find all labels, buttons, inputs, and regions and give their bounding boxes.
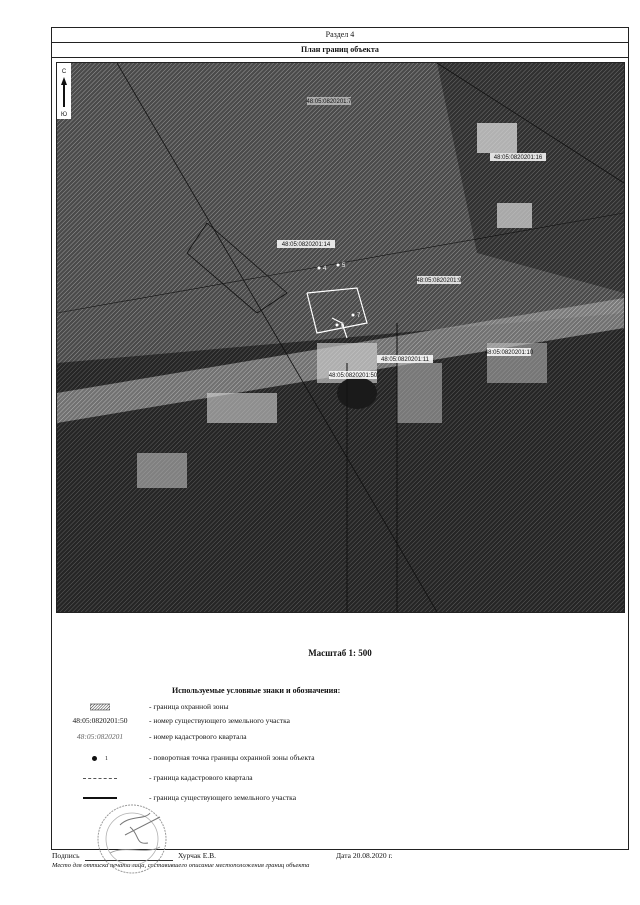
parcel-label: 48:05:0820201:50 [328, 373, 378, 379]
legend-desc: - граница охранной зоны [149, 702, 229, 711]
boundary-plan-map [56, 62, 625, 613]
turning-point-label: 5 [342, 263, 346, 269]
point-dot-icon [92, 756, 97, 761]
section-header: Раздел 4 [52, 28, 628, 43]
parcel-label: 48:05:0820201:14 [281, 242, 331, 248]
signature-date: Дата 20.08.2020 г. [336, 851, 393, 860]
turning-point-label: 7 [357, 313, 361, 319]
legend-desc: - граница кадастрового квартала [149, 773, 253, 782]
legend-symbol: 1 [52, 752, 148, 765]
turning-point-marker [337, 264, 340, 267]
turning-point-marker [336, 324, 339, 327]
legend-item [52, 772, 628, 784]
stamp-footnote: Место для оттиска печати лица, составившего описание местоположения границ объекта [52, 862, 310, 869]
scale-label: Масштаб 1: 500 [308, 648, 372, 658]
legend-desc: - граница существующего земельного участка [149, 793, 297, 802]
compass-north-label: С [61, 69, 67, 75]
legend-item [52, 701, 628, 713]
zone-boundary-icon [90, 703, 110, 711]
legend-desc: - номер кадастрового квартала [149, 732, 247, 741]
legend-item [52, 715, 628, 727]
document-frame [51, 27, 629, 869]
legend-desc: - поворотная точка границы охранной зоны объекта [149, 753, 315, 762]
plan-title: План границ объекта [52, 43, 628, 58]
legend-symbol: 48:05:0820201 [76, 732, 124, 741]
parcel-label: 48:05:0820201:11 [381, 357, 429, 363]
compass-south-label: Ю [60, 112, 68, 118]
parcel-label: 48:05:0820201:16 [493, 155, 543, 161]
aerial-photo [57, 63, 624, 612]
legend-symbol: 48:05:0820201:50 [72, 716, 128, 725]
turning-point-marker [318, 267, 321, 270]
signer-name: Хурчак Е.В. [178, 851, 217, 860]
turning-point-marker [352, 314, 355, 317]
signature-label: Подпись [52, 851, 80, 860]
legend-symbol [52, 772, 148, 784]
legend-symbol [52, 701, 148, 713]
legend-item [52, 731, 628, 743]
turning-point-label: 4 [323, 266, 327, 272]
legend-title: Используемые условные знаки и обозначения: [172, 686, 341, 695]
parcel-label: 48:05:0820201:7 [306, 99, 352, 105]
legend-desc: - номер существующего земельного участка [149, 716, 290, 725]
legend-item [52, 752, 628, 764]
parcel-label: 48:05:0820201:9 [416, 278, 462, 284]
turning-point-label: 6 [341, 323, 345, 329]
quarter-boundary-line-icon [83, 778, 117, 779]
seal-stamp-icon [90, 795, 180, 879]
parcel-label: 48:05:0820201:10 [484, 350, 534, 356]
